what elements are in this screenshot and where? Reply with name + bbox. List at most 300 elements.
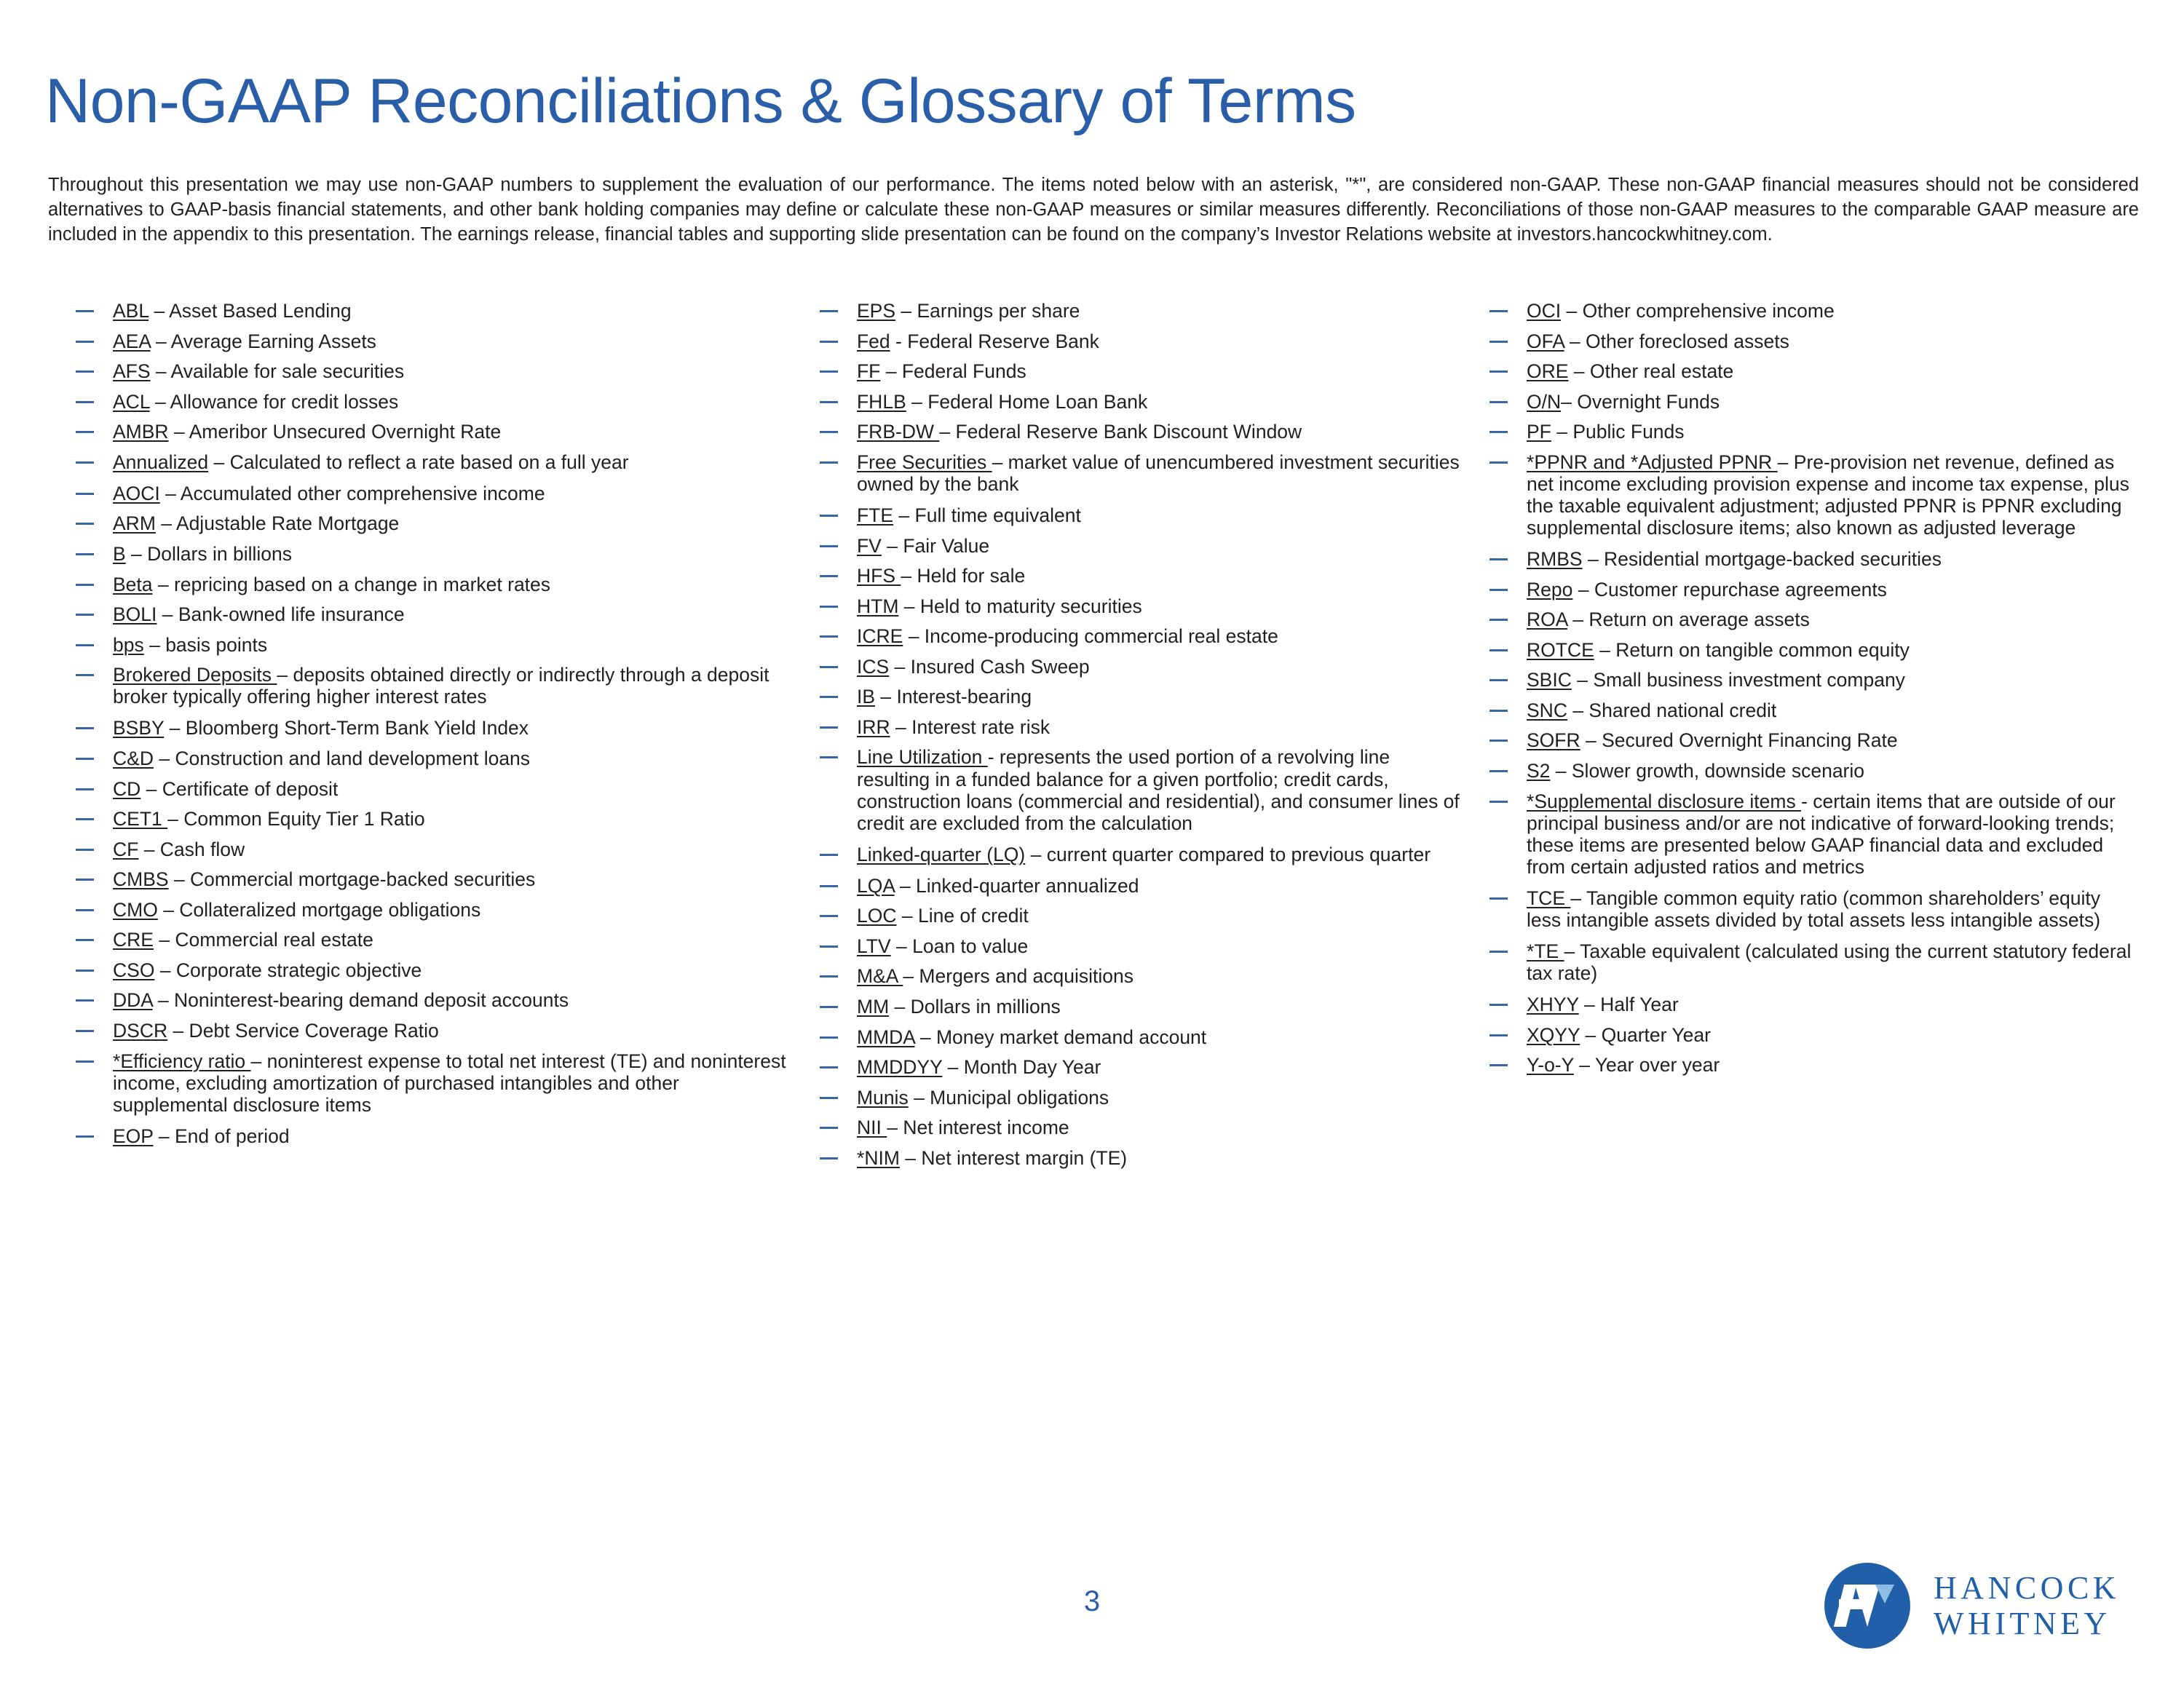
glossary-definition: – Common Equity Tier 1 Ratio: [167, 808, 425, 830]
dash-bullet-icon: [1488, 669, 1513, 691]
glossary-definition: – Ameribor Unsecured Overnight Rate: [168, 421, 502, 443]
glossary-entry: [808, 1026, 1463, 1048]
dash-bullet-icon: [818, 625, 843, 647]
glossary-definition: – Construction and land development loans: [153, 747, 531, 769]
glossary-term: IB: [857, 686, 876, 708]
dash-bullet-icon: [818, 360, 843, 382]
glossary-term: ABL: [113, 300, 149, 322]
glossary-entry: [1478, 608, 2133, 630]
glossary-entry: [1478, 887, 2133, 931]
glossary-entry: [808, 595, 1463, 617]
glossary-entry: [64, 512, 792, 534]
glossary-term: *TE: [1527, 940, 1564, 962]
glossary-entry: [64, 300, 792, 322]
glossary-entry: [808, 421, 1463, 443]
glossary-entry: [808, 360, 1463, 382]
glossary-definition: – Small business investment company: [1571, 669, 1905, 691]
dash-bullet-icon: [74, 512, 99, 534]
dash-bullet-icon: [74, 717, 99, 739]
glossary-definition: – repricing based on a change in market rates: [152, 573, 551, 595]
glossary-definition: – Municipal obligations: [908, 1086, 1109, 1109]
dash-bullet-icon: [818, 1056, 843, 1078]
glossary-definition: - represents the used portion of a revolving line resulting in a funded balance for a given portfolio; credit cards, construction loans (commercial and residential), and consumer lines of credit are excluded from the calculation: [857, 746, 1460, 834]
glossary-definition: – Other foreclosed assets: [1564, 330, 1789, 352]
glossary-definition: – Slower growth, downside scenario: [1550, 760, 1865, 782]
glossary-definition: – Fair Value: [881, 534, 990, 557]
dash-bullet-icon: [818, 746, 843, 768]
glossary-definition: – Taxable equivalent (calculated using the current statutory federal tax rate): [1527, 940, 2132, 984]
glossary-entry: [1478, 1054, 2133, 1076]
glossary-term: CSO: [113, 959, 155, 981]
glossary-term: Brokered Deposits: [113, 664, 277, 686]
glossary-term: O/N: [1527, 390, 1562, 413]
dash-bullet-icon: [74, 574, 99, 595]
glossary-term: *Supplemental disclosure items: [1527, 790, 1802, 812]
dash-bullet-icon: [1488, 548, 1513, 570]
glossary-entry: [64, 360, 792, 382]
dash-bullet-icon: [74, 778, 99, 800]
glossary-definition: – Certificate of deposit: [141, 777, 339, 800]
glossary-entry: [64, 959, 792, 981]
glossary-definition: – Dollars in millions: [889, 996, 1061, 1018]
glossary-entry: [1478, 330, 2133, 352]
glossary-definition: – current quarter compared to previous quarter: [1025, 843, 1431, 865]
glossary-term: Beta: [113, 573, 153, 595]
glossary-term: ICRE: [857, 625, 903, 648]
dash-bullet-icon: [74, 634, 99, 656]
glossary-definition: – Federal Home Loan Bank: [906, 390, 1148, 413]
dash-bullet-icon: [74, 868, 99, 890]
page-number: 3: [1083, 1585, 1101, 1617]
glossary-definition: - Federal Reserve Bank: [890, 330, 1099, 352]
glossary-definition: – Cash flow: [138, 838, 245, 860]
glossary-definition: – Earnings per share: [895, 300, 1080, 322]
glossary-term: RMBS: [1527, 548, 1583, 571]
glossary-entry: [64, 868, 792, 890]
glossary-term: MMDDYY: [857, 1056, 943, 1079]
glossary-definition: – Asset Based Lending: [149, 300, 352, 322]
glossary-term: AMBR: [113, 421, 169, 443]
glossary-entry: [808, 451, 1463, 495]
dash-bullet-icon: [818, 535, 843, 557]
intro-paragraph: Throughout this presentation we may use non-GAAP numbers to supplement the evaluation of our performance. The items noted below with an asterisk, "*", are considered non-GAAP. These non-GAAP financial measures should not be considered alternatives to GAAP-basis financial statements, and other bank holding companies may define or calculate these non-GAAP measures or similar measures differently. Reconciliations of those non-GAAP measures to the comparable GAAP measure are included in the appendix to this presentation. The earnings release, financial tables and supporting slide presentation can be found on the company’s Investor Relations website at investors.hancockwhitney.com.: [48, 175, 2139, 245]
dash-bullet-icon: [818, 300, 843, 322]
dash-bullet-icon: [1488, 300, 1513, 322]
glossary-definition: – Other real estate: [1568, 360, 1734, 383]
glossary-term: Free Securities: [857, 451, 992, 473]
dash-bullet-icon: [74, 1050, 99, 1072]
glossary-entry: [64, 391, 792, 413]
glossary-entry: [808, 935, 1463, 957]
glossary-term: ROA: [1527, 608, 1567, 631]
glossary-columns: [0, 300, 2184, 1581]
glossary-term: CRE: [113, 929, 154, 951]
glossary-term: CMO: [113, 898, 158, 921]
glossary-entry: [1478, 300, 2133, 322]
dash-bullet-icon: [818, 965, 843, 987]
dash-bullet-icon: [74, 483, 99, 504]
glossary-term: EPS: [857, 300, 896, 322]
glossary-definition: – Tangible common equity ratio (common shareholders’ equity less intangible assets divided by total assets less intangible assets): [1527, 887, 2101, 931]
glossary-definition: – Line of credit: [896, 905, 1029, 927]
glossary-definition: – Average Earning Assets: [150, 330, 376, 352]
dash-bullet-icon: [818, 1117, 843, 1138]
glossary-entry: [1478, 729, 2133, 751]
dash-bullet-icon: [74, 603, 99, 625]
glossary-entry: [64, 989, 792, 1011]
dash-bullet-icon: [1488, 421, 1513, 443]
hancock-whitney-w-mark-icon: [1824, 1563, 1910, 1649]
glossary-definition: – Pre-provision net revenue, defined as net income excluding provision expense and income tax expense, plus the taxable equivalent adjustment; adjusted PPNR is PPNR excluding supplemental disclosure items; also known as adjusted leverage: [1527, 451, 2129, 539]
glossary-definition: – Residential mortgage-backed securities: [1582, 548, 1942, 571]
glossary-term: OCI: [1527, 300, 1562, 322]
glossary-entry: [808, 996, 1463, 1018]
glossary-definition: – Interest rate risk: [890, 715, 1051, 738]
glossary-term: *PPNR and *Adjusted PPNR: [1527, 451, 1778, 473]
glossary-entry: [64, 778, 792, 800]
glossary-entry: [1478, 421, 2133, 443]
glossary-entry: [808, 625, 1463, 647]
glossary-definition: – Return on tangible common equity: [1594, 638, 1910, 661]
dash-bullet-icon: [1488, 994, 1513, 1015]
glossary-entry: [64, 838, 792, 860]
glossary-definition: – Available for sale securities: [150, 360, 405, 383]
glossary-definition: – Net interest margin (TE): [899, 1146, 1128, 1169]
logo-wordmark: [1934, 1570, 2120, 1642]
glossary-term: DDA: [113, 989, 153, 1012]
dash-bullet-icon: [74, 451, 99, 473]
dash-bullet-icon: [818, 504, 843, 526]
hancock-whitney-logo: [1824, 1558, 2137, 1654]
glossary-entry: [64, 451, 792, 473]
glossary-term: Annualized: [113, 451, 209, 473]
dash-bullet-icon: [818, 1026, 843, 1048]
glossary-definition: – Shared national credit: [1567, 699, 1777, 721]
glossary-term: *NIM: [857, 1146, 900, 1169]
glossary-term: HTM: [857, 595, 899, 617]
glossary-definition: – Overnight Funds: [1561, 390, 1720, 413]
glossary-definition: – market value of unencumbered investment securities owned by the bank: [857, 451, 1460, 495]
logo-line-2: WHITNEY: [1934, 1606, 2111, 1641]
dash-bullet-icon: [818, 1087, 843, 1109]
glossary-entry: [1478, 669, 2133, 691]
glossary-definition: – Full time equivalent: [893, 504, 1081, 526]
glossary-definition: – Debt Service Coverage Ratio: [167, 1020, 439, 1042]
glossary-entry: [808, 504, 1463, 526]
dash-bullet-icon: [818, 875, 843, 897]
glossary-entry: [808, 1117, 1463, 1138]
glossary-definition: – deposits obtained directly or indirectly through a deposit broker typically offering higher interest rates: [113, 664, 769, 708]
glossary-definition: – Federal Funds: [880, 360, 1026, 383]
glossary-entry: [1478, 548, 2133, 570]
glossary-entry: [1478, 994, 2133, 1015]
glossary-entry: [64, 899, 792, 921]
glossary-entry: [808, 565, 1463, 587]
glossary-term: ARM: [113, 512, 156, 535]
glossary-definition: – Collateralized mortgage obligations: [157, 898, 481, 921]
dash-bullet-icon: [74, 1125, 99, 1147]
glossary-term: Munis: [857, 1086, 909, 1109]
dash-bullet-icon: [74, 929, 99, 951]
glossary-definition: – Quarter Year: [1580, 1023, 1711, 1046]
glossary-definition: – Other comprehensive income: [1561, 300, 1835, 322]
page-title: Non-GAAP Reconciliations & Glossary of Terms: [45, 66, 1356, 136]
glossary-term: SBIC: [1527, 669, 1572, 691]
glossary-entry: [808, 1056, 1463, 1078]
glossary-column-1: [64, 300, 792, 1155]
glossary-term: ACL: [113, 390, 150, 413]
glossary-term: CD: [113, 777, 141, 800]
glossary-entry: [1478, 391, 2133, 413]
glossary-term: Line Utilization: [857, 746, 988, 769]
glossary-term: Y-o-Y: [1527, 1054, 1574, 1077]
dash-bullet-icon: [818, 716, 843, 738]
dash-bullet-icon: [818, 565, 843, 587]
dash-bullet-icon: [74, 899, 99, 921]
glossary-term: AEA: [113, 330, 151, 352]
dash-bullet-icon: [74, 421, 99, 443]
glossary-entry: [1478, 451, 2133, 539]
glossary-term: C&D: [113, 747, 154, 769]
glossary-term: FF: [857, 360, 881, 383]
dash-bullet-icon: [818, 1147, 843, 1169]
glossary-definition: – Month Day Year: [942, 1056, 1101, 1079]
glossary-entry: [808, 965, 1463, 987]
glossary-term: S2: [1527, 760, 1551, 782]
glossary-term: FRB-DW: [857, 421, 940, 443]
glossary-entry: [64, 717, 792, 739]
glossary-entry: [808, 1147, 1463, 1169]
glossary-term: MMDA: [857, 1026, 915, 1048]
glossary-entry: [1478, 360, 2133, 382]
dash-bullet-icon: [818, 330, 843, 352]
glossary-definition: – Money market demand account: [914, 1026, 1207, 1048]
glossary-definition: – Held to maturity securities: [898, 595, 1142, 617]
glossary-entry: [808, 391, 1463, 413]
dash-bullet-icon: [818, 451, 843, 473]
dash-bullet-icon: [1488, 360, 1513, 382]
dash-bullet-icon: [74, 543, 99, 565]
glossary-term: AFS: [113, 360, 151, 383]
glossary-entry: [808, 686, 1463, 707]
glossary-term: bps: [113, 633, 144, 656]
glossary-term: NII: [857, 1117, 887, 1139]
dash-bullet-icon: [818, 996, 843, 1018]
dash-bullet-icon: [74, 838, 99, 860]
glossary-entry: [1478, 579, 2133, 600]
dash-bullet-icon: [74, 1020, 99, 1042]
glossary-definition: - certain items that are outside of our principal business and/or are not indicative of forward-looking trends; these items are presented below GAAP financial data and excluded from certain adjusted ratios and metrics: [1527, 790, 2116, 878]
glossary-definition: – Net interest income: [887, 1117, 1069, 1139]
glossary-term: CF: [113, 838, 139, 860]
glossary-definition: – Commercial real estate: [153, 929, 373, 951]
glossary-entry: [64, 1125, 792, 1147]
glossary-term: ORE: [1527, 360, 1569, 383]
glossary-definition: – End of period: [153, 1125, 290, 1147]
glossary-term: BOLI: [113, 603, 157, 626]
dash-bullet-icon: [74, 808, 99, 830]
glossary-term: FV: [857, 534, 882, 557]
glossary-entry: [808, 746, 1463, 833]
glossary-term: ICS: [857, 655, 890, 678]
glossary-definition: – Customer repurchase agreements: [1572, 578, 1887, 600]
glossary-term: LOC: [857, 905, 897, 927]
glossary-entry: [808, 875, 1463, 897]
glossary-entry: [64, 664, 792, 707]
glossary-entry: [64, 421, 792, 443]
glossary-entry: [808, 905, 1463, 927]
glossary-entry: [64, 543, 792, 565]
dash-bullet-icon: [1488, 579, 1513, 600]
glossary-term: CET1: [113, 808, 168, 830]
glossary-term: Repo: [1527, 578, 1573, 600]
glossary-entry: [808, 844, 1463, 865]
glossary-entry: [1478, 639, 2133, 661]
dash-bullet-icon: [818, 656, 843, 678]
dash-bullet-icon: [818, 421, 843, 443]
glossary-entry: [1478, 760, 2133, 782]
logo-line-1: HANCOCK: [1934, 1569, 2121, 1606]
dash-bullet-icon: [1488, 760, 1513, 782]
dash-bullet-icon: [1488, 887, 1513, 909]
glossary-entry: [808, 535, 1463, 557]
dash-bullet-icon: [818, 391, 843, 413]
glossary-definition: – Corporate strategic objective: [154, 959, 422, 981]
glossary-term: SOFR: [1527, 729, 1580, 752]
glossary-definition: – noninterest expense to total net interest (TE) and noninterest income, excluding amortization of purchased intangibles and other supplemental disclosure items: [113, 1050, 786, 1116]
glossary-definition: – Interest-bearing: [875, 686, 1032, 708]
glossary-term: FTE: [857, 504, 894, 526]
glossary-entry: [64, 1050, 792, 1116]
glossary-entry: [808, 330, 1463, 352]
glossary-definition: – Loan to value: [890, 935, 1029, 957]
dash-bullet-icon: [74, 959, 99, 981]
glossary-entry: [64, 748, 792, 769]
glossary-definition: – Insured Cash Sweep: [889, 655, 1090, 678]
glossary-term: *Efficiency ratio: [113, 1050, 251, 1072]
glossary-definition: – Calculated to reflect a rate based on a full year: [208, 451, 629, 473]
glossary-entry: [1478, 1024, 2133, 1046]
glossary-term: M&A: [857, 965, 903, 988]
glossary-definition: – Accumulated other comprehensive income: [159, 482, 545, 504]
dash-bullet-icon: [74, 360, 99, 382]
dash-bullet-icon: [74, 391, 99, 413]
glossary-entry: [64, 330, 792, 352]
glossary-definition: – Held for sale: [901, 565, 1026, 587]
dash-bullet-icon: [74, 664, 99, 686]
dash-bullet-icon: [1488, 940, 1513, 962]
glossary-term: XQYY: [1527, 1023, 1580, 1046]
glossary-definition: – basis points: [143, 633, 268, 656]
dash-bullet-icon: [1488, 1054, 1513, 1076]
dash-bullet-icon: [1488, 608, 1513, 630]
glossary-entry: [64, 808, 792, 830]
glossary-entry: [64, 574, 792, 595]
glossary-entry: [1478, 940, 2133, 984]
dash-bullet-icon: [818, 935, 843, 957]
glossary-term: HFS: [857, 565, 901, 587]
dash-bullet-icon: [818, 905, 843, 927]
glossary-definition: – Bank-owned life insurance: [157, 603, 405, 626]
glossary-term: TCE: [1527, 887, 1571, 909]
dash-bullet-icon: [1488, 1024, 1513, 1046]
glossary-entry: [1478, 790, 2133, 878]
glossary-definition: – Federal Reserve Bank Discount Window: [939, 421, 1302, 443]
glossary-term: XHYY: [1527, 994, 1579, 1016]
glossary-definition: – Dollars in billions: [125, 543, 292, 565]
glossary-entry: [808, 300, 1463, 322]
glossary-definition: – Public Funds: [1551, 421, 1685, 443]
glossary-definition: – Linked-quarter annualized: [894, 874, 1139, 897]
glossary-definition: – Mergers and acquisitions: [903, 965, 1134, 988]
glossary-term: IRR: [857, 715, 890, 738]
glossary-definition: – Income-producing commercial real estate: [903, 625, 1278, 648]
glossary-definition: – Allowance for credit losses: [149, 390, 399, 413]
dash-bullet-icon: [74, 989, 99, 1011]
glossary-column-3: [1478, 300, 2133, 1085]
glossary-entry: [808, 1087, 1463, 1109]
glossary-term: BSBY: [113, 717, 165, 740]
glossary-entry: [64, 603, 792, 625]
glossary-term: OFA: [1527, 330, 1564, 352]
glossary-definition: – Adjustable Rate Mortgage: [155, 512, 400, 535]
dash-bullet-icon: [74, 300, 99, 322]
glossary-definition: – Year over year: [1573, 1054, 1720, 1077]
dash-bullet-icon: [818, 844, 843, 865]
glossary-entry: [64, 483, 792, 504]
glossary-term: MM: [857, 996, 890, 1018]
glossary-term: PF: [1527, 421, 1551, 443]
glossary-term: Fed: [857, 330, 890, 352]
glossary-term: FHLB: [857, 390, 906, 413]
glossary-column-2: [808, 300, 1463, 1177]
dash-bullet-icon: [74, 748, 99, 769]
glossary-entry: [64, 929, 792, 951]
dash-bullet-icon: [1488, 790, 1513, 812]
dash-bullet-icon: [1488, 639, 1513, 661]
glossary-term: LTV: [857, 935, 891, 957]
glossary-definition: – Noninterest-bearing demand deposit accounts: [152, 989, 569, 1012]
glossary-entry: [1478, 699, 2133, 721]
dash-bullet-icon: [818, 595, 843, 617]
glossary-term: Linked-quarter (LQ): [857, 843, 1026, 865]
glossary-entry: [64, 1020, 792, 1042]
glossary-term: DSCR: [113, 1020, 168, 1042]
glossary-definition: – Commercial mortgage-backed securities: [168, 868, 536, 891]
glossary-term: B: [113, 543, 126, 565]
dash-bullet-icon: [1488, 451, 1513, 473]
dash-bullet-icon: [1488, 391, 1513, 413]
glossary-entry: [64, 634, 792, 656]
glossary-term: LQA: [857, 874, 895, 897]
glossary-term: ROTCE: [1527, 638, 1594, 661]
dash-bullet-icon: [1488, 729, 1513, 751]
glossary-entry: [808, 716, 1463, 738]
dash-bullet-icon: [1488, 699, 1513, 721]
dash-bullet-icon: [1488, 330, 1513, 352]
glossary-term: CMBS: [113, 868, 169, 891]
glossary-term: EOP: [113, 1125, 154, 1147]
glossary-definition: – Secured Overnight Financing Rate: [1580, 729, 1898, 752]
glossary-entry: [808, 656, 1463, 678]
glossary-term: SNC: [1527, 699, 1567, 721]
glossary-definition: – Return on average assets: [1567, 608, 1810, 631]
dash-bullet-icon: [74, 330, 99, 352]
glossary-definition: – Bloomberg Short-Term Bank Yield Index: [164, 717, 529, 740]
dash-bullet-icon: [818, 686, 843, 707]
glossary-term: AOCI: [113, 482, 160, 504]
glossary-definition: – Half Year: [1578, 994, 1679, 1016]
